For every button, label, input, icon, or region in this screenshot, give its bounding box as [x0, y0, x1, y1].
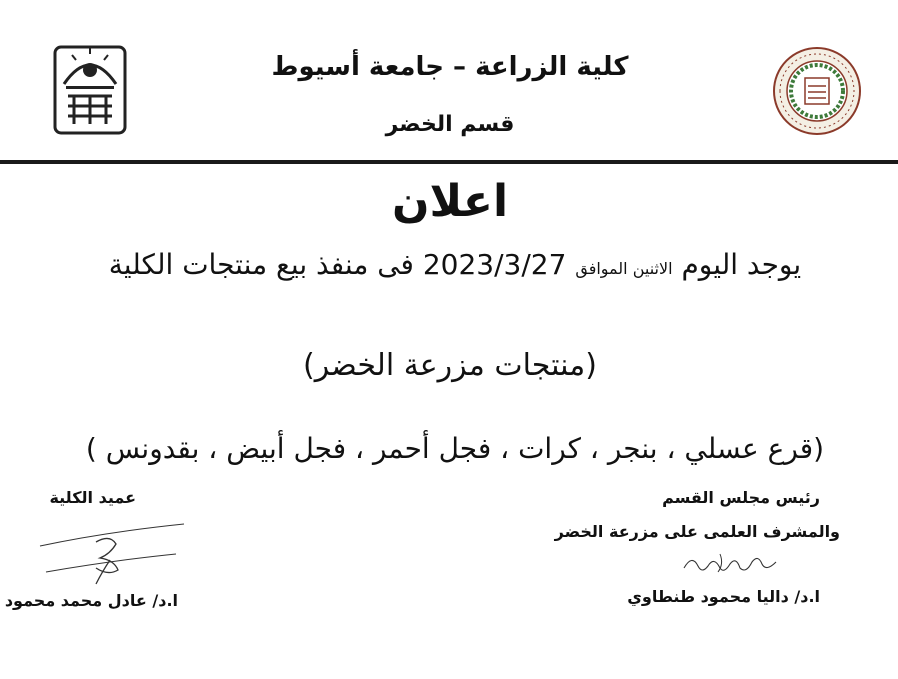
header-divider: [0, 160, 898, 164]
university-logo-left: [52, 44, 128, 136]
dean-name: ا.د/ عادل محمد محمود: [4, 591, 178, 610]
announcement-line-products: (منتجات مزرعة الخضر): [303, 348, 597, 383]
farm-supervisor-title: والمشرف العلمى على مزرعة الخضر: [554, 522, 840, 541]
department-head-name: ا.د/ داليا محمود طنطاوي: [627, 587, 820, 606]
line1-start: يوجد اليوم: [672, 248, 802, 281]
department-name: قسم الخضر: [385, 112, 515, 137]
department-head-title: رئيس مجلس القسم: [662, 488, 820, 507]
announcement-line-date: [60, 248, 850, 281]
line1-end: فى منفذ بيع منتجات الكلية: [108, 248, 414, 281]
announcement-line-items: (قرع عسلي ، بنجر ، كرات ، فجل أحمر ، فجل أبيض ، بقدونس ): [85, 432, 825, 465]
line1-date: 2023/3/27: [413, 248, 576, 281]
announcement-title: اعلان: [391, 176, 509, 227]
college-name: كلية الزراعة – جامعة أسيوط: [271, 52, 629, 82]
faculty-seal: [772, 46, 862, 136]
line1-day: الاثنين الموافق: [575, 259, 673, 278]
dean-title: عميد الكلية: [49, 488, 136, 507]
dean-signature: [36, 516, 186, 586]
department-head-signature: [680, 548, 780, 578]
